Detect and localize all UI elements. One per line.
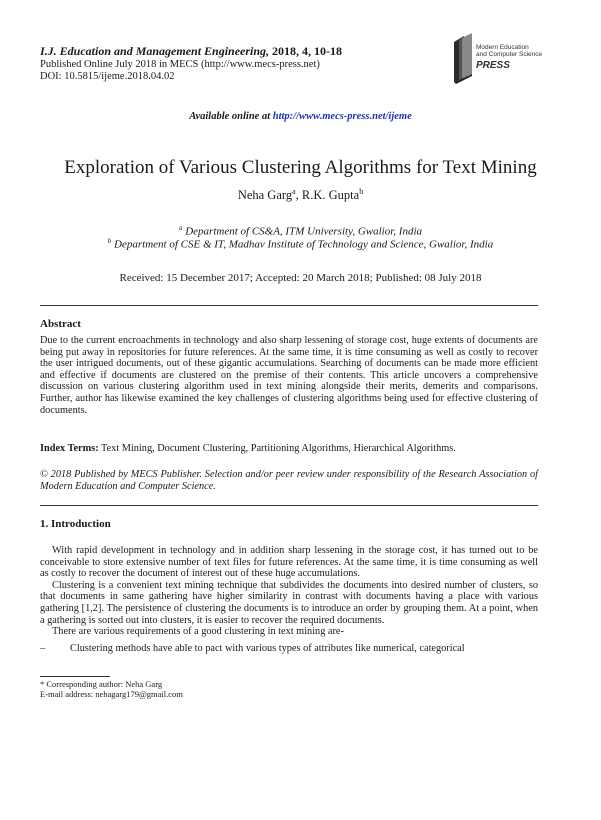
introduction-body xyxy=(40,545,538,654)
paper-title: Exploration of Various Clustering Algorithms for Text Mining xyxy=(64,157,537,178)
divider xyxy=(40,505,538,506)
footnote-email: E-mail address: nehagarg179@gmail.com xyxy=(40,689,183,699)
journal-citation xyxy=(40,45,342,57)
affiliation-a xyxy=(0,224,601,238)
abstract-heading: Abstract xyxy=(40,318,81,330)
affiliation-b xyxy=(0,237,601,251)
affiliation-a-sup: a xyxy=(178,224,183,232)
logo-text-line2: and Computer Science xyxy=(476,51,543,58)
available-online xyxy=(0,111,601,122)
footnote-corresponding: * Corresponding author: Neha Garg xyxy=(40,679,163,689)
abstract-text: Due to the current encroachments in technology and also sharp lessening of storage cost, huge extents of documents are being put away in repositories for future references. At the same time, it is time consuming as well as costly to recover the user intrigued documents, out of these gigantic accumulations. Searching of documents can be made more efficient and effective if documents are clustered on the premise of their contents. This article uncovers a comprehensive discussion on various clustering algorithm used in text mining alongside their merits, demerits and comparisons. Further, author has likewise examined the key challenges of clustering algorithms being used for effective clustering of documents. xyxy=(40,335,538,416)
index-terms-label: Index Terms: xyxy=(40,443,99,454)
index-terms-list: Text Mining, Document Clustering, Partitioning Algorithms, Hierarchical Algorithms. xyxy=(98,443,456,454)
author-2-sup: b xyxy=(359,187,364,196)
intro-paragraph-2: Clustering is a convenient text mining technique that subdivides the documents into desired number of clusters, so that documents in same gathering have higher similarity in contrast with documents having a place with various gathering [1,2]. The persistence of clustering the documents is to introduce an order by grouping them. At a point, when a gathering is sorted out into clusters, it is easier to recover the required documents. xyxy=(40,579,538,626)
intro-paragraph-3: There are various requirements of a good clustering in text mining are- xyxy=(52,626,344,638)
author-1: Neha Garg xyxy=(237,188,293,203)
author-separator: , xyxy=(295,188,302,203)
publication-dates: Received: 15 December 2017; Accepted: 20 March 2018; Published: 08 July 2018 xyxy=(119,272,482,284)
available-prefix: Available online at xyxy=(189,111,273,122)
authors xyxy=(0,187,601,203)
bullet-text: Clustering methods have able to pact with various types of attributes like numerical, categorical xyxy=(70,642,465,654)
journal-issue: 2018, 4, 10-18 xyxy=(269,44,343,58)
divider xyxy=(40,305,538,306)
logo-text-line1: Modern Education xyxy=(476,44,529,51)
published-line: Published Online July 2018 in MECS (http://www.mecs-press.net) xyxy=(40,59,320,70)
affiliation-a-text: Department of CS&A, ITM University, Gwalior, India xyxy=(182,225,423,238)
intro-paragraph-1: With rapid development in technology and in addition sharp lessening in the storage cost, it has turned out to be conceivable to store extensive number of text files for future references. At the same time, it is time consuming as well as costly to recover the document of interest out of these huge accumulations. xyxy=(40,545,538,580)
author-2: R.K. Gupta xyxy=(301,188,360,203)
affiliation-b-text: Department of CSE & IT, Madhav Institute of Technology and Science, Gwalior, India xyxy=(111,238,494,251)
book-stack-icon xyxy=(450,32,560,84)
logo-press: PRESS xyxy=(476,60,510,71)
footnote-rule xyxy=(40,676,110,677)
doi: DOI: 10.5815/ijeme.2018.04.02 xyxy=(40,71,175,82)
intro-bullet xyxy=(40,643,538,655)
journal-name: I.J. Education and Management Engineering, xyxy=(40,44,270,58)
author-1-sup: a xyxy=(292,187,296,196)
section-heading-introduction: 1. Introduction xyxy=(40,518,111,530)
bullet-dash: – xyxy=(40,642,46,654)
journal-link[interactable]: http://www.mecs-press.net/ijeme xyxy=(272,111,412,122)
affiliation-b-sup: b xyxy=(107,237,112,245)
copyright-notice: © 2018 Published by MECS Publisher. Selection and/or peer review under responsibility of the Research Association of Modern Education and Computer Science. xyxy=(40,469,538,492)
publisher-logo xyxy=(450,32,560,84)
index-terms xyxy=(40,443,538,455)
